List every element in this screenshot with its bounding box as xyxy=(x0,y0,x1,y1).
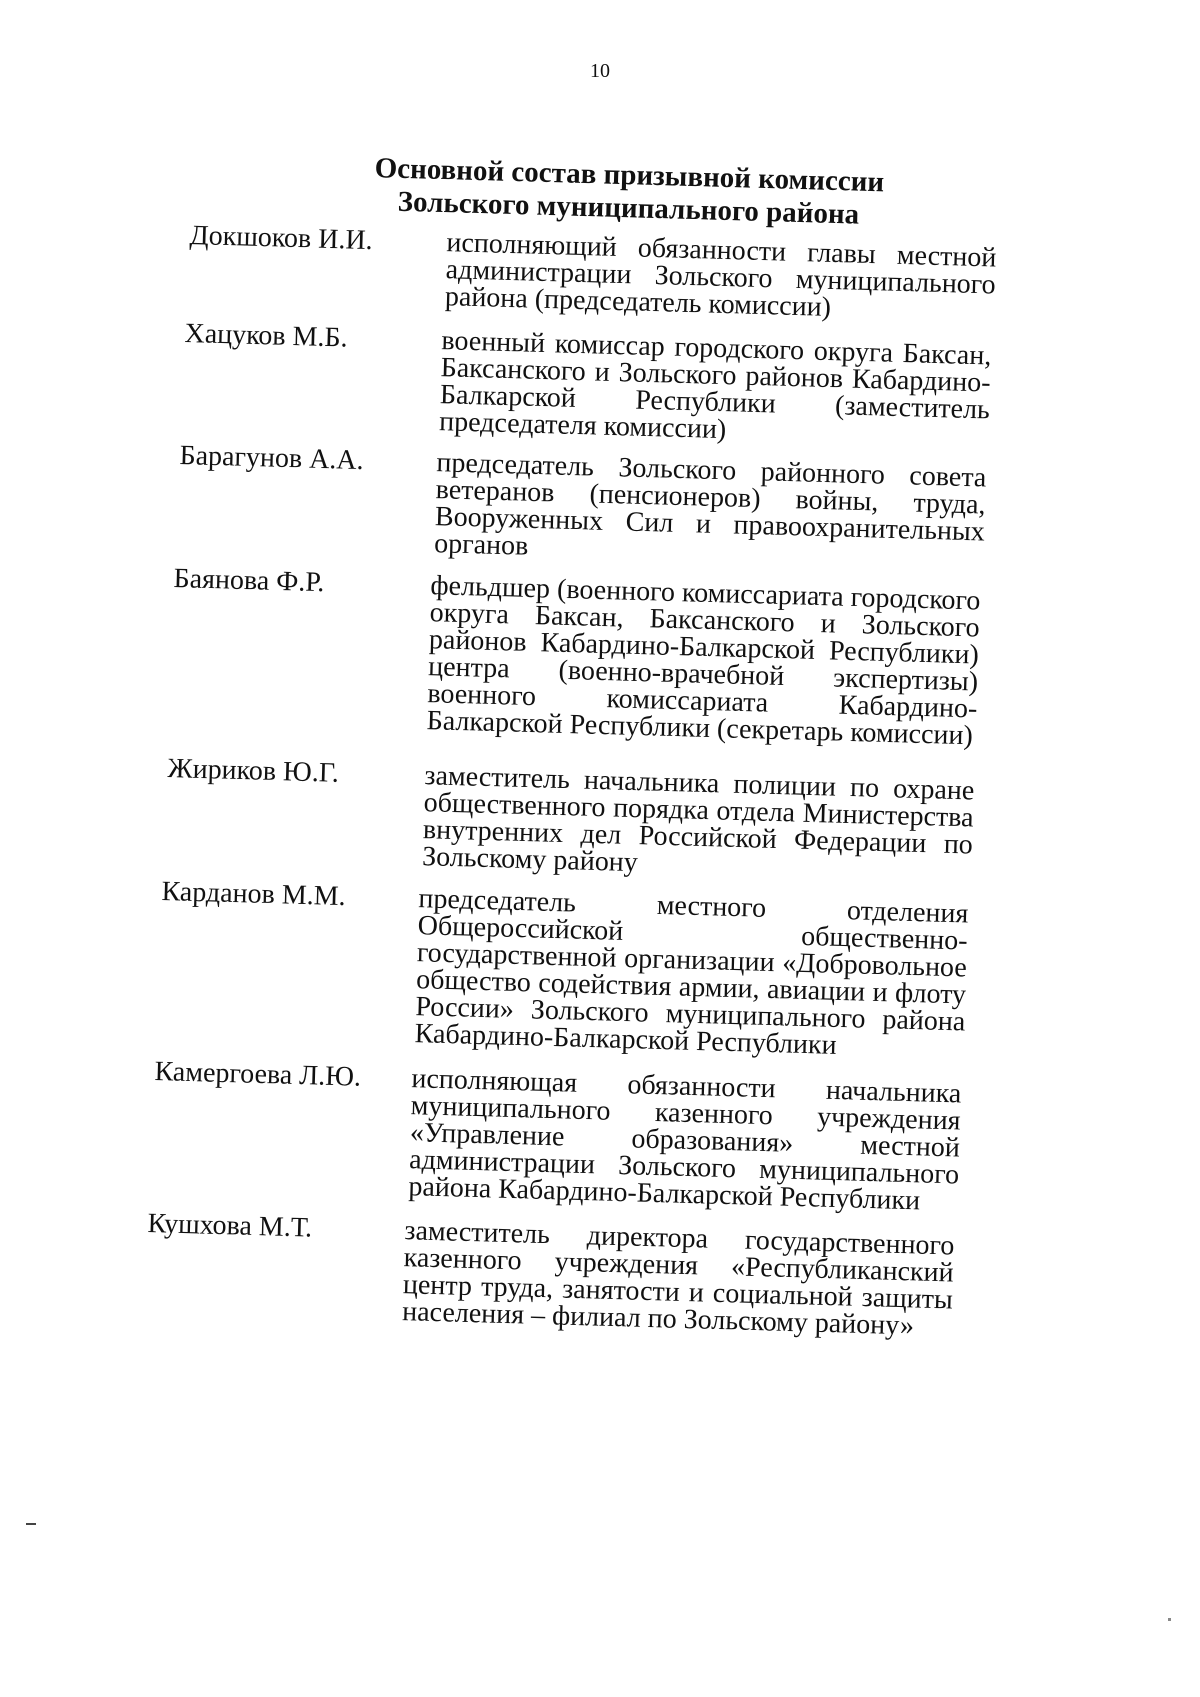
scan-mark xyxy=(26,1523,36,1525)
member-entry xyxy=(189,220,1090,323)
member-role: председатель Зольского районного совета ветеранов (пенсионеров) войны, труда, Вооруженных Сил и правоохранительных органов xyxy=(433,447,987,562)
member-entry xyxy=(154,1056,1055,1217)
member-role: заместитель начальника полиции по охране общественного порядка отдела Министерства внутренних дел Российской Федерации по Зольскому району xyxy=(421,760,975,879)
page-number: 10 xyxy=(590,60,610,82)
member-name: Хацуков М.Б. xyxy=(184,318,349,354)
title-line-2: Зольского муниципального района xyxy=(397,185,860,231)
member-name: Барагунов А.А. xyxy=(179,440,365,477)
member-entry xyxy=(167,753,1068,879)
member-role: заместитель директора государственного казенного учреждения «Республиканский центр труда, занятости и социальной защиты населения – филиал по Зольскому району» xyxy=(401,1215,955,1342)
scan-speck xyxy=(1168,1618,1171,1621)
member-role: исполняющий обязанности главы местной администрации Зольского муниципального района (председатель комиссии) xyxy=(444,227,997,323)
member-name: Докшоков И.И. xyxy=(189,220,374,257)
member-name: Кушхова М.Т. xyxy=(147,1208,313,1244)
member-name: Карданов М.М. xyxy=(161,876,347,913)
member-name: Жириков Ю.Г. xyxy=(167,753,340,789)
member-role: исполняющая обязанности начальника муниципального казенного учреждения «Управление образования» местной администрации Зольского муниципального района Кабардино-Балкарской Республики xyxy=(408,1063,962,1217)
member-role: председатель местного отделения Общероссийской общественно-государственной организации «Добровольное общество содействия армии, авиации и флоту России» Зольского муниципального района Кабардино-Балкарской Республики xyxy=(414,883,969,1061)
title-line-1: Основной состав призывной комиссии xyxy=(374,152,885,199)
member-role: фельдшер (военного комиссариата городского округа Баксан, Баксанского и Зольского районов Кабардино-Балкарской Республики) центра (военно-врачебной экспертизы) военного комиссариата Кабардино-Балкарской Республики (секретарь комиссии) xyxy=(426,570,981,752)
member-role: военный комиссар городского округа Баксан, Баксанского и Зольского районов Кабардино-Балкарской Республики (заместитель председателя комиссии) xyxy=(438,325,992,446)
member-name: Баянова Ф.Р. xyxy=(173,563,325,599)
member-name: Камергоева Л.Ю. xyxy=(154,1056,362,1093)
